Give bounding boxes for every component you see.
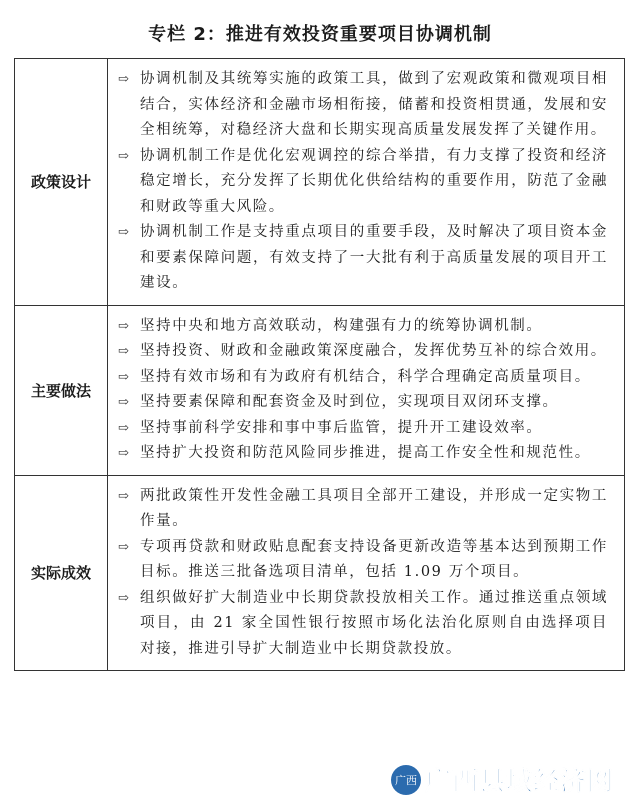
- list-item-text: 协调机制及其统筹实施的政策工具，做到了宏观政策和微观项目相结合，实体经济和金融市场相衔接，储蓄和投资相贯通，发展和安全相统筹，对稳经济大盘和长期实现高质量发展发挥了关键作用。: [140, 71, 608, 138]
- site-watermark: [391, 761, 614, 798]
- list-item-text: 坚持有效市场和有为政府有机结合，科学合理确定高质量项目。: [140, 368, 591, 385]
- list-item-text: 坚持中央和地方高效联动，构建强有力的统筹协调机制。: [140, 317, 543, 334]
- list-item-text: 协调机制工作是优化宏观调控的综合举措，有力支撑了投资和经济稳定增长，充分发挥了长期优化供给结构的重要作用，防范了金融和财政等重大风险。: [140, 147, 608, 215]
- arrow-bullet-icon: ⇨: [118, 369, 129, 385]
- list-item: [118, 365, 608, 391]
- list-item: [118, 144, 608, 221]
- list-item: [118, 586, 608, 663]
- list-item: [118, 441, 608, 467]
- watermark-text: 广西县域经济网: [424, 767, 614, 797]
- section-label: 主要做法: [15, 305, 108, 475]
- list-item: [118, 67, 608, 144]
- list-item: [118, 535, 608, 586]
- section-row: [15, 305, 625, 475]
- section-label: 政策设计: [15, 59, 108, 306]
- list-item: [118, 339, 608, 365]
- list-item: [118, 416, 608, 442]
- section-content: [108, 305, 625, 475]
- arrow-bullet-icon: ⇨: [118, 446, 129, 461]
- section-content: [108, 475, 625, 671]
- arrow-bullet-icon: ⇨: [118, 72, 129, 87]
- arrow-bullet-icon: ⇨: [118, 318, 129, 334]
- policy-table: [14, 58, 625, 671]
- arrow-bullet-icon: ⇨: [118, 395, 129, 410]
- section-content: [108, 59, 625, 306]
- arrow-bullet-icon: ⇨: [118, 148, 129, 164]
- list-item-text: 协调机制工作是支持重点项目的重要手段，及时解决了项目资本金和要素保障问题，有效支持了一大批有利于高质量发展的项目开工建设。: [140, 224, 608, 291]
- arrow-bullet-icon: ⇨: [118, 344, 129, 359]
- arrow-bullet-icon: ⇨: [118, 539, 129, 555]
- section-row: [15, 59, 625, 306]
- list-item-text: 专项再贷款和财政贴息配套支持设备更新改造等基本达到预期工作目标。推送三批备选项目清单，包括 1.09 万个项目。: [140, 538, 608, 580]
- list-item-text: 坚持投资、财政和金融政策深度融合，发挥优势互补的综合效用。: [140, 343, 607, 359]
- list-item-text: 坚持要素保障和配套资金及时到位，实现项目双闭环支撑。: [140, 394, 559, 410]
- list-item: [118, 220, 608, 297]
- box-title: 专栏 2：推进有效投资重要项目协调机制: [148, 24, 492, 45]
- section-label: 实际成效: [15, 475, 108, 671]
- arrow-bullet-icon: ⇨: [118, 225, 129, 240]
- arrow-bullet-icon: ⇨: [118, 590, 129, 606]
- list-item-text: 组织做好扩大制造业中长期贷款投放相关工作。通过推送重点领域项目，由 21 家全国性银行按照市场化法治化原则自由选择项目对接，推进引导扩大制造业中长期贷款投放。: [140, 589, 608, 657]
- list-item: [118, 484, 608, 535]
- list-item: [118, 314, 608, 340]
- arrow-bullet-icon: ⇨: [118, 420, 129, 436]
- arrow-bullet-icon: ⇨: [118, 488, 129, 504]
- site-logo-icon: 广西: [391, 765, 421, 795]
- list-item-text: 两批政策性开发性金融工具项目全部开工建设，并形成一定实物工作量。: [140, 487, 608, 529]
- list-item-text: 坚持扩大投资和防范风险同步推进，提高工作安全性和规范性。: [140, 445, 591, 461]
- section-row: [15, 475, 625, 671]
- list-item-text: 坚持事前科学安排和事中事后监管，提升开工建设效率。: [140, 419, 543, 436]
- list-item: [118, 390, 608, 416]
